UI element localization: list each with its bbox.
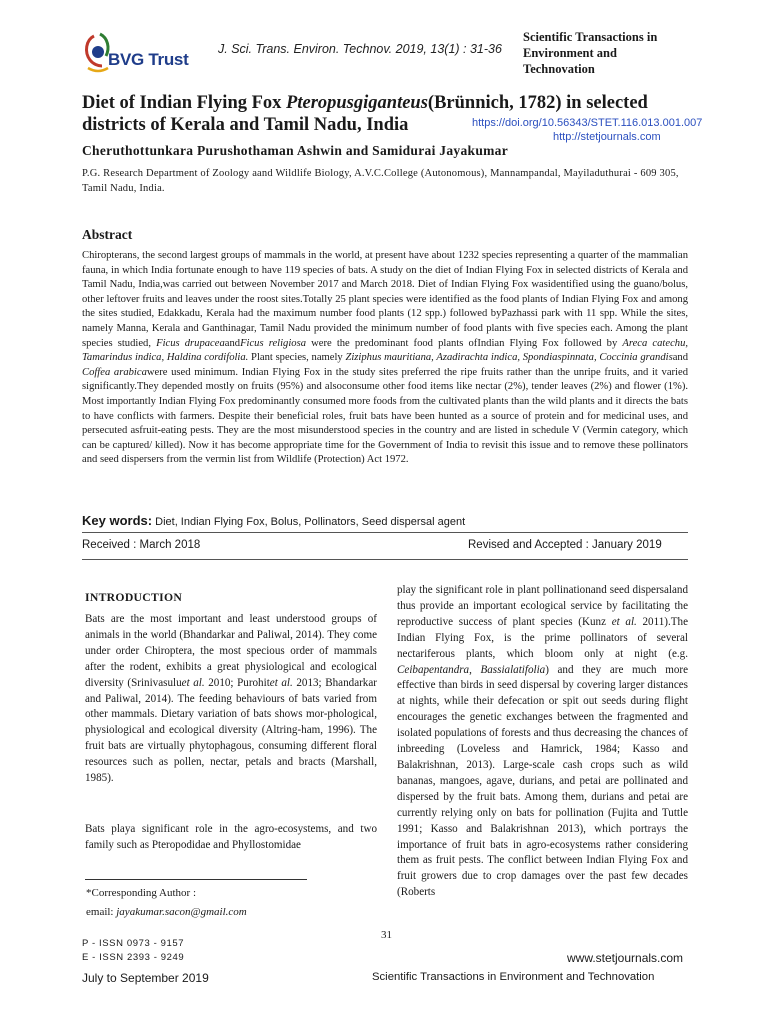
abstract-text: Plant species, namely <box>248 352 346 364</box>
title-line-1 <box>82 92 702 114</box>
title-text: Diet of Indian Flying Fox <box>82 93 287 113</box>
keywords <box>82 513 465 528</box>
logo-emblem-icon <box>87 34 108 71</box>
et-al: et al. <box>611 615 637 628</box>
et-al: et al. <box>181 676 205 689</box>
abstract-text: and <box>224 337 241 349</box>
received-date: Received : March 2018 <box>82 539 201 551</box>
et-al: et al. <box>269 676 293 689</box>
page-number: 31 <box>381 929 392 941</box>
title-text: (Brünnich, 1782) in selected <box>427 93 648 113</box>
journal-name-line: Technovation <box>523 62 595 76</box>
issue-period: July to September 2019 <box>82 971 209 985</box>
print-issn: P - ISSN 0973 - 9157 <box>82 938 185 949</box>
footer-journal-name: Scientific Transactions in Environment and Technovation <box>372 971 655 983</box>
abstract-text: were the predominant food plants ofIndian Flying Fox followed by <box>306 337 623 349</box>
journal-website-link[interactable]: http://stetjournals.com <box>553 131 661 143</box>
corresponding-label: *Corresponding Author : <box>86 887 196 899</box>
body-text: play the significant role in plant pollinationand seed dispersaland thus provide an important ecological service by facilitating the reproductive success of plant species (Kunz <box>397 584 688 628</box>
article-title <box>82 92 702 136</box>
species-name: Ficus religiosa <box>240 337 306 349</box>
title-species: Pteropusgiganteus <box>286 93 428 113</box>
email-link[interactable]: jayakumar.sacon@gmail.com <box>116 906 247 918</box>
footnote-divider <box>85 879 307 880</box>
species-name: Ceibapentandra <box>397 663 470 676</box>
keywords-list: Diet, Indian Flying Fox, Bolus, Pollinators, Seed dispersal agent <box>152 516 466 528</box>
body-text: Bats are the most important and least understood groups of animals in the world (Bhandarkar and Paliwal, 2014). They come under order Chiroptera, the most specious order of mammals after the rodent, exhibits a great physiological and ecological diversity (Srinivasulu <box>85 613 377 689</box>
revised-date: Revised and Accepted : January 2019 <box>468 539 662 551</box>
species-name: Ziziphus mauritiana, Azadirachta indica, Spondiaspinnata, Coccinia grandis <box>345 352 673 364</box>
title-line-2: districts of Kerala and Tamil Nadu, India <box>82 115 409 135</box>
footer-website-link[interactable]: www.stetjournals.com <box>567 951 684 965</box>
species-name: Ficus drupacea <box>156 337 225 349</box>
journal-citation: J. Sci. Trans. Environ. Technov. 2019, 13(1) : 31-36 <box>218 42 502 56</box>
electronic-issn: E - ISSN 2393 - 9249 <box>82 952 185 963</box>
doi-link[interactable]: https://doi.org/10.56343/STET.116.013.001.007 <box>472 117 703 129</box>
abstract-text: and <box>672 352 688 364</box>
issn-block <box>82 937 184 965</box>
species-name: Bassialatifolia <box>480 663 546 676</box>
journal-name-line: Scientific Transactions in <box>523 30 658 44</box>
abstract-body <box>82 249 688 468</box>
species-name: Areca catechu, Tamarindus indica, Haldina cordifolia. <box>82 337 689 364</box>
journal-name <box>523 29 693 77</box>
abstract-text: were used minimum. Indian Flying Fox in the study sites preferred the ripe fruits rather than the unripe fruits, and it varied significantly.They depended mostly on fruits (95%) and alsoconsume other food items like nectar (2%), tender leaves (2%) and flower (1%). Most importantly Indian Flying Fox predominantly consumed more foods from the cultivated plants than the wild plants and it directs the bats to have conflicts with farmers. Despite their beneficial roles, fruit bats have been hunted as a source of protein and for medicinal uses, and persecuted asfruit-eating pests. They are the most misunderstood species in the country and are listed in schedule V (Vermin category, which can be captured/ killed). Now it has become appropriate time for the Government of India to revisit this issue and to remove these pollinators and seed dispersers from the vermin list from Wildlife (Protection) Act 1972. <box>82 366 688 466</box>
intro-paragraph-3 <box>397 583 688 901</box>
body-text: , <box>469 663 481 676</box>
email-label: email: <box>86 906 117 918</box>
authors: Cheruthottunkara Purushothaman Ashwin and Samidurai Jayakumar <box>82 143 509 158</box>
species-name: Coffea arabica <box>82 366 147 378</box>
introduction-heading: INTRODUCTION <box>85 591 183 604</box>
corresponding-author <box>86 884 247 922</box>
corresponding-email-line <box>86 903 247 922</box>
abstract-text: Chiropterans, the second largest groups of mammals in the world, at present have about 1232 species representing a quarter of the mammalian fauna, in which India fortunate enough to have 119 species of bats. A study on the diet of Indian Flying Fox in selected districts of Kerala and Tamil Nadu, India,was carried out between November 2017 and March 2018. Diet of Indian Flying Fox wasidentified using the guano/bolus, other leftover fruits and leaves under the roost sites.Totally 25 plant species were identified as the food plants of Indian Flying Fox and among the sites studied, Edakkadu, Kerala had the maximum number food plants (12 spp.) followed byPazhassi park with 11 spp. While the sites, namely Manna, Kerala and Ganthinagar, Tamil Nadu provided the minimum number of food plants with five species each. Among the plant species studied, <box>82 250 688 349</box>
intro-paragraph-1 <box>85 612 377 787</box>
keywords-label: Key words: <box>82 513 153 528</box>
body-text: 2013; Bhandarkar and Paliwal, 2014). The feeding behaviours of bats varied from other mammals. Dietary variation of bats shows mor-phological, physiological and ecological diversity (Altring-ham, 1996). The fruit bats are virtually phytophagous, consuming different floral resources such as pollen, nectar, petals and bracts (Marshall, 1985). <box>85 676 377 785</box>
body-text: 2011).The Indian Flying Fox, is the prime pollinators of several nectariferous plants, which bloom only at night (e.g. <box>397 615 689 660</box>
affiliation: P.G. Research Department of Zoology aand Wildlife Biology, A.V.C.College (Autonomous), Mannampandal, Mayiladuthurai - 609 305, Tamil Nadu, India. <box>82 168 679 194</box>
journal-name-line: Environment and <box>523 46 617 60</box>
abstract-heading: Abstract <box>82 227 133 242</box>
intro-paragraph-2: Bats playa significant role in the agro-ecosystems, and two family such as Pteropodidae and Phyllostomidae <box>85 823 377 851</box>
divider <box>82 559 688 560</box>
body-text: 2010; Purohit <box>204 676 270 689</box>
divider <box>82 532 688 533</box>
body-text: ) and they are much more effective than birds in seed dispersal by covering larger distances at nights, while their defecation or spit out seeds during flight encourages the genetic exchanges between the fragmented and isolated populations of forests and thus decreasing the chances of inbreeding (Loveless and Hamrick, 1984; Kasso and Balakrishnan, 2013). Large-scale cash crops such as wild bananas, mangoes, agave, durians, and petai are pollinated and dispersed by the fruit bats. Among them, durians and petai are currently relying only on bats for pollination (Fujita and Tuttle 1991; Kasso and Balakrishnan 2013), which portrays the importance of fruit bats in agro-ecosystems rather considering them as fruit pests. The conflict between Indian Flying Fox and fruit growers due to crop damages over the past few decades (Roberts <box>397 663 688 899</box>
logo-text: BVG Trust <box>108 50 189 69</box>
